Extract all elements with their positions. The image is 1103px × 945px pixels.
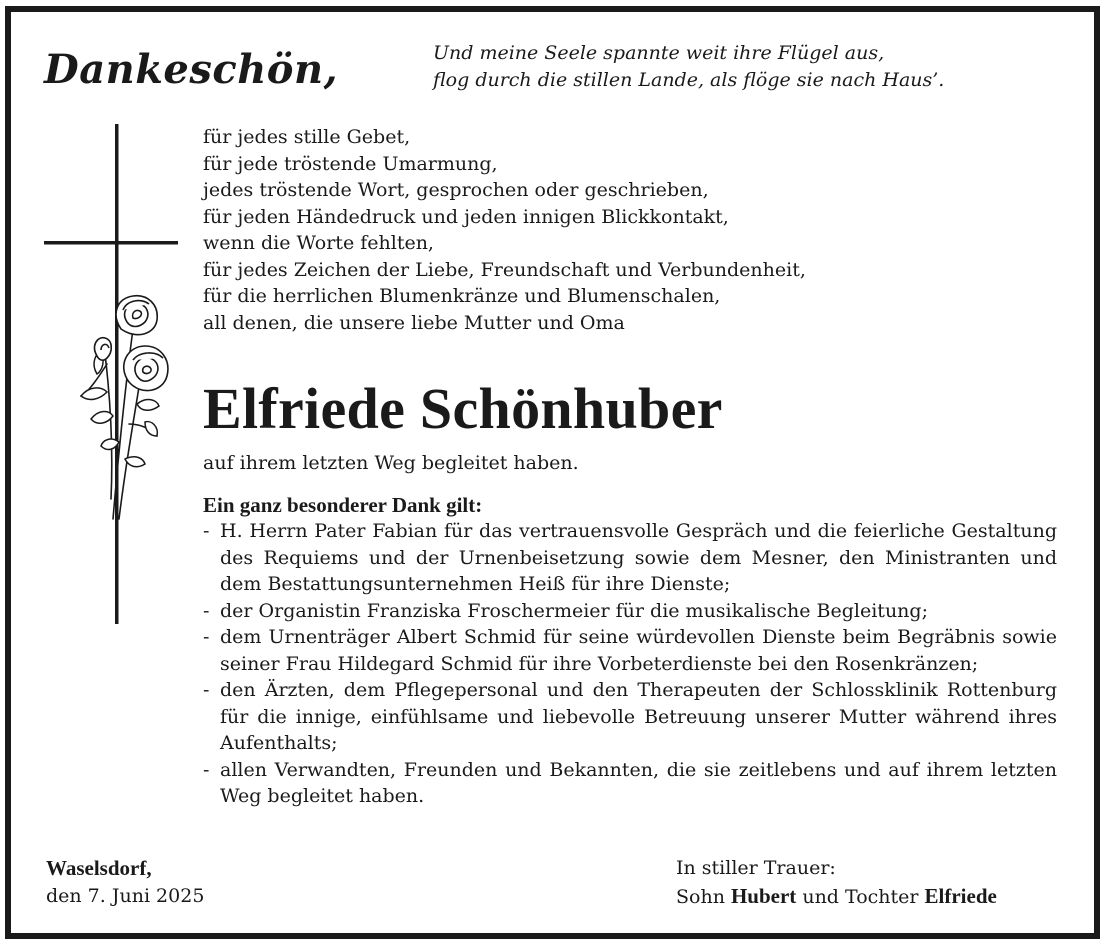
date: den 7. Juni 2025	[46, 885, 205, 907]
mourners	[676, 882, 997, 911]
intro-line: all denen, die unsere liebe Mutter und Oma	[203, 311, 625, 334]
thanks-item: - den Ärzten, dem Pflegepersonal und den Therapeuten der Schlossklinik Rottenburg für die innige, einfühlsame und liebevolle Betreuung unserer Mutter während ihres Aufenthalts;	[203, 677, 1057, 757]
intro-line: für jede tröstende Umarmung,	[203, 152, 498, 175]
obituary-notice	[11, 12, 1094, 933]
intro-text	[203, 124, 806, 336]
intro-line: wenn die Worte fehlten,	[203, 232, 434, 254]
deceased-name: Elfriede Schönhuber	[203, 376, 723, 441]
intro-line: für jedes Zeichen der Liebe, Freundschaft und Verbundenheit,	[203, 258, 806, 281]
daughter-name: Elfriede	[924, 884, 997, 908]
notice-border	[5, 6, 1100, 939]
intro-line: jedes tröstende Wort, gesprochen oder geschrieben,	[203, 179, 709, 201]
mourners-prefix: Sohn	[676, 886, 731, 908]
thanks-item: - H. Herrn Pater Fabian für das vertrauensvolle Gespräch und die feierliche Gestaltung des Requiems und der Urnenbeisetzung sowie dem Mesner, den Ministranten und dem Bestattungsunternehmen Heiß für ihre Dienste;	[203, 518, 1057, 598]
quote	[433, 40, 944, 94]
son-name: Hubert	[730, 884, 797, 908]
intro-line: für jedes stille Gebet,	[203, 126, 411, 148]
quote-line: flog durch die stillen Lande, als flöge sie nach Haus’.	[433, 69, 945, 91]
after-name-text: auf ihrem letzten Weg begleitet haben.	[203, 452, 579, 474]
thanks-item: - allen Verwandten, Freunden und Bekannten, die sie zeitlebens und auf ihrem letzten Weg begleitet haben.	[203, 757, 1057, 810]
quote-line: Und meine Seele spannte weit ihre Flügel aus,	[433, 42, 885, 64]
thanks-list	[203, 518, 1057, 810]
heading: Dankeschön,	[44, 46, 338, 93]
thanks-item: - der Organistin Franziska Froschermeier für die musikalische Begleitung;	[203, 598, 1057, 625]
intro-line: für jeden Händedruck und jeden innigen Blickkontakt,	[203, 205, 729, 228]
intro-line: für die herrlichen Blumenkränze und Blumenschalen,	[203, 285, 721, 307]
mourners-middle: und Tochter	[796, 886, 925, 908]
thanks-item: - dem Urnenträger Albert Schmid für seine würdevollen Dienste beim Begräbnis sowie seiner Frau Hildegard Schmid für ihre Vorbeterdienste bei den Rosenkränzen;	[203, 624, 1057, 677]
mourning-label: In stiller Trauer:	[676, 857, 836, 879]
cross-with-roses-icon	[41, 124, 191, 624]
thanks-heading: Ein ganz besonderer Dank gilt:	[203, 493, 483, 517]
place: Waselsdorf,	[46, 856, 152, 880]
